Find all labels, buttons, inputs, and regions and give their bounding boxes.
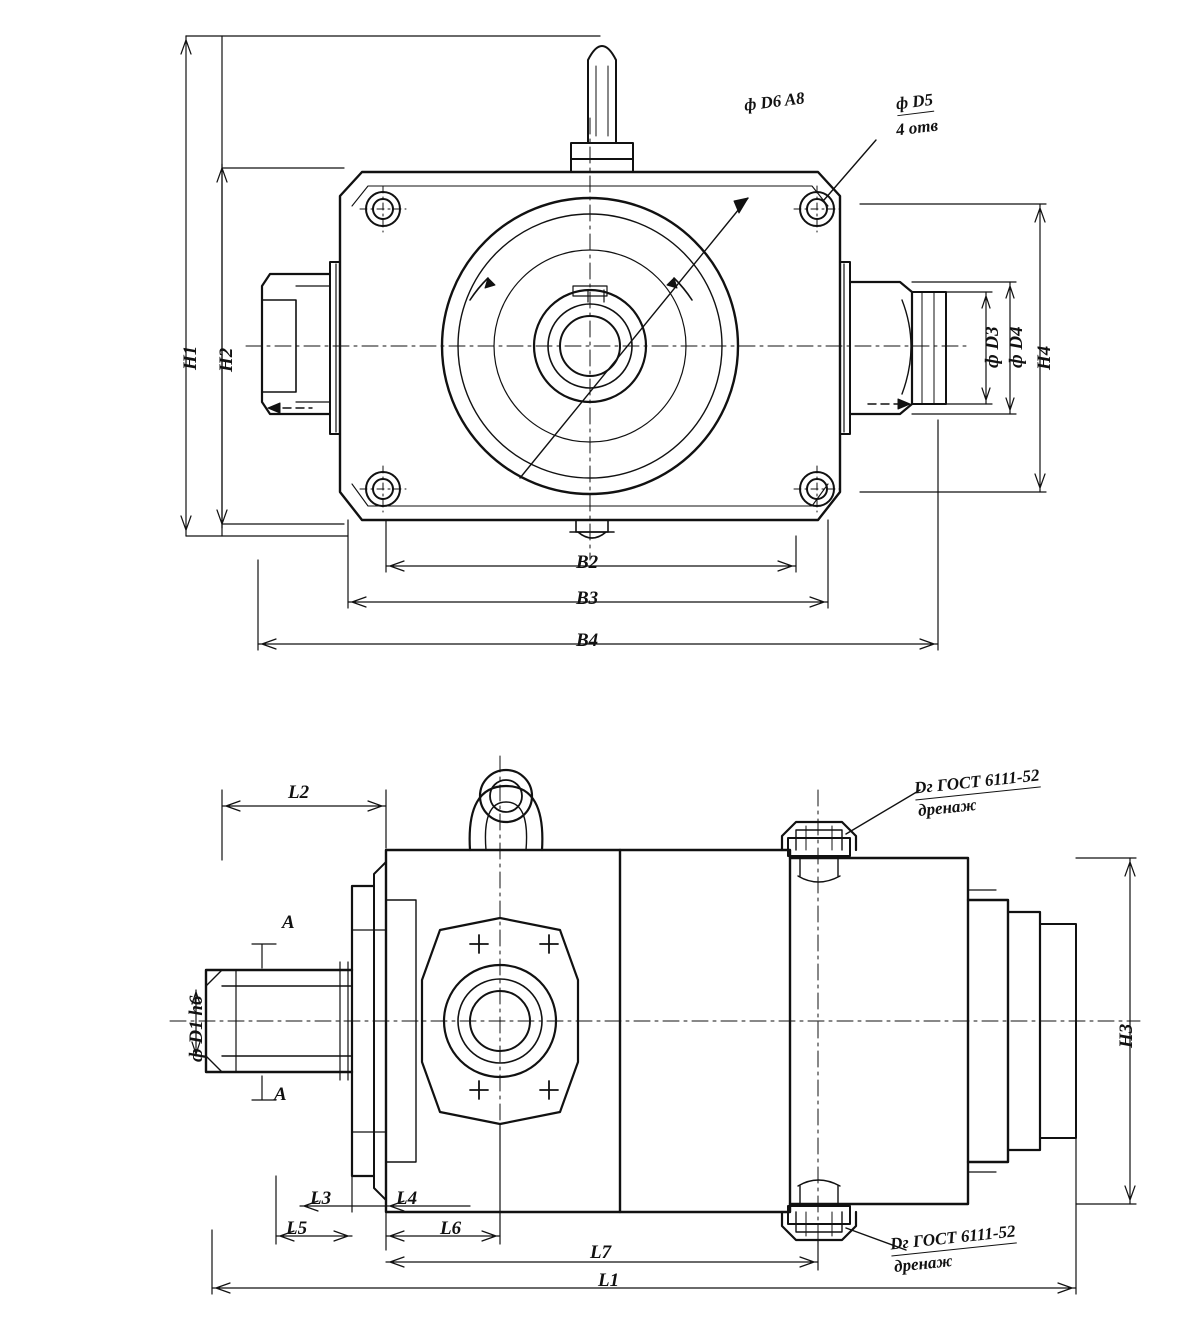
callout-hole-D5: ф D5 [895,90,935,116]
dim-B3: B3 [576,588,599,609]
dim-L3: L3 [310,1188,332,1209]
dim-B2: B2 [576,552,599,573]
dim-L4: L4 [396,1188,418,1209]
section-mark-top: A [282,912,295,933]
section-mark-bottom: A [274,1084,287,1105]
callout-bolt-circle: ф D6 A8 [743,88,806,115]
callout-D3: ф D3 [982,326,1003,368]
dim-H1: H1 [180,345,201,370]
callout-shaft-diameter: ф D1 h6 [186,995,207,1062]
dim-B4: B4 [576,630,599,651]
dim-L5: L5 [286,1218,308,1239]
dim-L7: L7 [590,1242,612,1263]
dim-L1: L1 [598,1270,620,1291]
drain-port-top-sublabel: дренаж [917,794,978,821]
callout-D4: ф D4 [1006,326,1027,368]
drain-port-bottom-sublabel: дренаж [893,1250,954,1277]
dim-H4: H4 [1034,345,1055,370]
side-view-dimensions [192,790,1136,1294]
dim-L2: L2 [288,782,310,803]
drain-port-bottom-label: Dг ГОСТ 6111-52 [889,1221,1017,1256]
callout-hole-count: 4 отв [894,115,940,140]
drain-port-top-label: Dг ГОСТ 6111-52 [913,765,1041,800]
front-view-body [246,46,968,560]
dim-H3: H3 [1116,1023,1137,1048]
dim-L6: L6 [440,1218,462,1239]
dim-H2: H2 [216,347,237,372]
